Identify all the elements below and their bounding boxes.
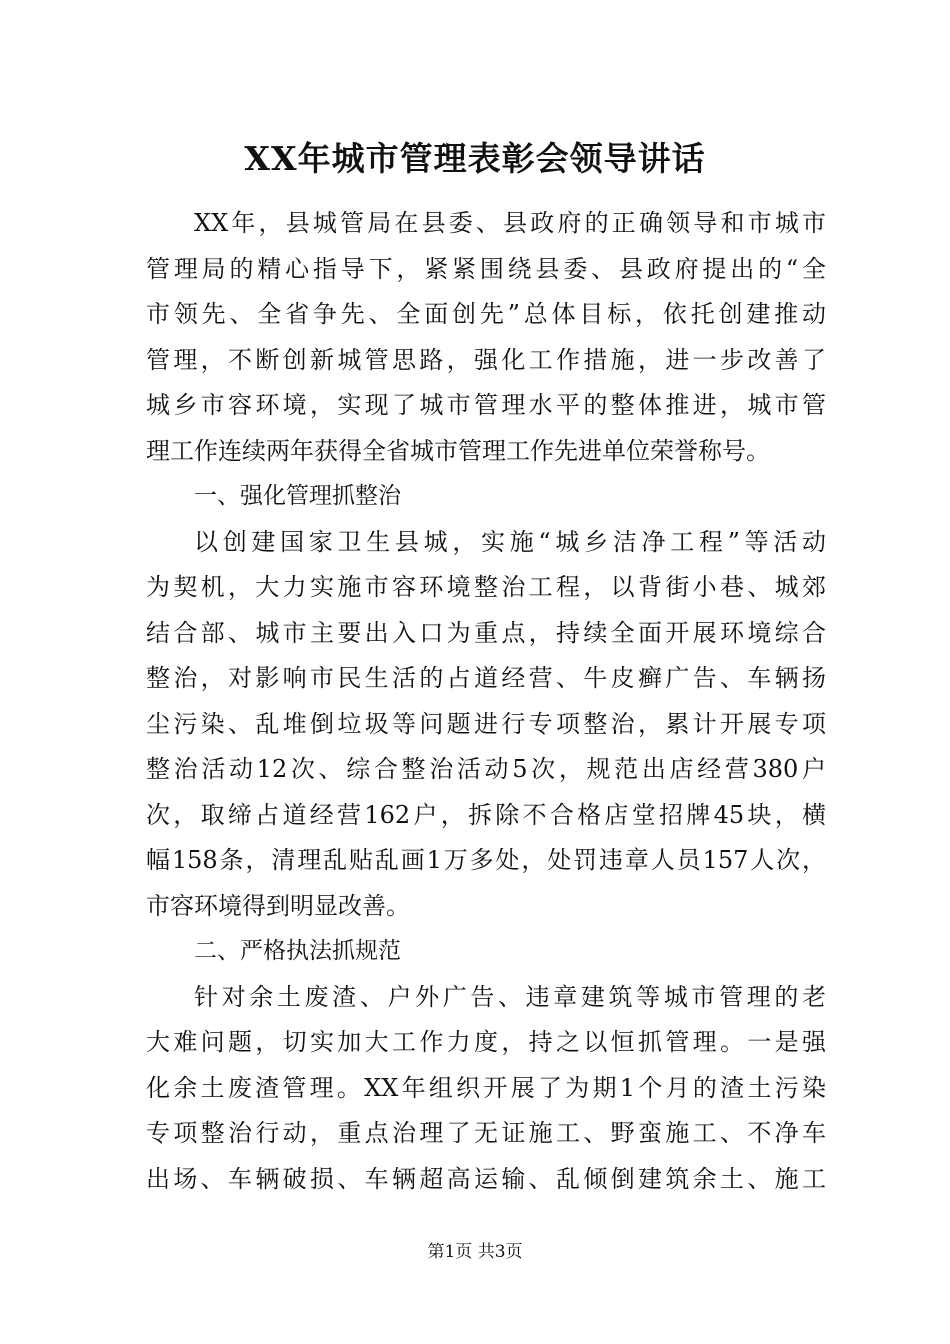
paragraph-line: 以创建国家卫生县城，实施“城乡洁净工程”等活动 — [194, 528, 826, 556]
paragraph-line: 出场、车辆破损、车辆超高运输、乱倾倒建筑余土、施工 — [146, 1165, 826, 1193]
section-heading: 二、严格执法抓规范 — [194, 938, 401, 964]
paragraph-line: 为契机，大力实施市容环境整治工程，以背街小巷、城郊 — [146, 573, 826, 601]
intro-line: 市领先、全省争先、全面创先”总体目标，依托创建推动 — [146, 300, 826, 328]
page-footer: 第1页 共3页 — [427, 1242, 523, 1262]
intro-line: 城乡市容环境，实现了城市管理水平的整体推进，城市管 — [146, 391, 826, 419]
paragraph-line: 化余土废渣管理。XX年组织开展了为期1个月的渣土污染 — [146, 1074, 826, 1102]
intro-line: XX年，县城管局在县委、县政府的正确领导和市城市 — [194, 209, 826, 237]
intro-line: 理工作连续两年获得全省城市管理工作先进单位荣誉称号。 — [146, 437, 770, 465]
paragraph-line: 大难问题，切实加大工作力度，持之以恒抓管理。一是强 — [146, 1028, 826, 1056]
intro-line: 管理局的精心指导下，紧紧围绕县委、县政府提出的“全 — [146, 255, 826, 283]
section-heading: 一、强化管理抓整治 — [194, 483, 401, 509]
paragraph-line: 次，取缔占道经营162户，拆除不合格店堂招牌45块，横 — [146, 801, 826, 829]
paragraph-line: 专项整治行动，重点治理了无证施工、野蛮施工、不净车 — [146, 1119, 826, 1147]
paragraph-line: 整治活动12次、综合整治活动5次，规范出店经营380户 — [146, 755, 826, 783]
paragraph-line: 市容环境得到明显改善。 — [146, 892, 410, 920]
paragraph-line: 整治，对影响市民生活的占道经营、牛皮癣广告、车辆扬 — [146, 664, 826, 692]
paragraph-line: 尘污染、乱堆倒垃圾等问题进行专项整治，累计开展专项 — [146, 710, 826, 738]
intro-line: 管理，不断创新城管思路，强化工作措施，进一步改善了 — [146, 346, 826, 374]
paragraph-line: 幅158条，清理乱贴乱画1万多处，处罚违章人员157人次， — [146, 846, 826, 874]
paragraph-line: 针对余土废渣、户外广告、违章建筑等城市管理的老 — [194, 983, 826, 1011]
paragraph-line: 结合部、城市主要出入口为重点，持续全面开展环境综合 — [146, 619, 826, 647]
document-title: XX年城市管理表彰会领导讲话 — [244, 139, 706, 178]
